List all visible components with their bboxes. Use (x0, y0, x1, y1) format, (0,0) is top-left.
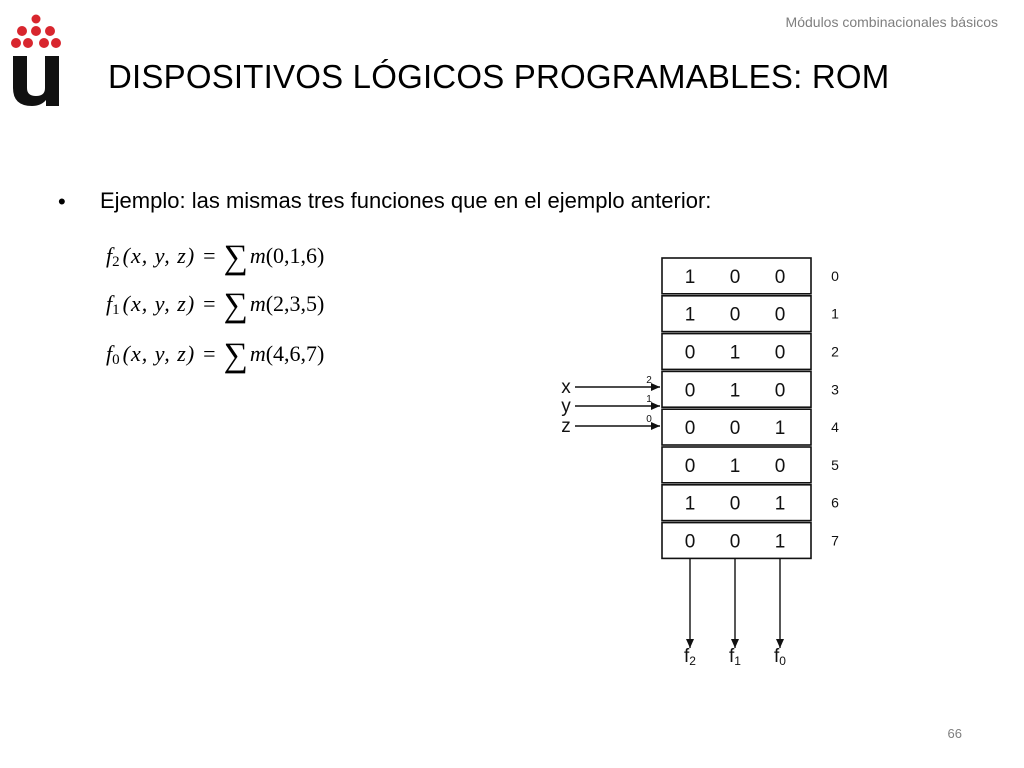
output-label: f1 (729, 646, 741, 668)
rom-bit: 0 (774, 266, 786, 288)
rom-address-label: 3 (831, 381, 839, 398)
formula-args: (x, y, z) (122, 341, 196, 366)
formula-subscript: 1 (112, 301, 120, 318)
output-label: f2 (684, 646, 696, 668)
rom-bit: 0 (684, 531, 696, 553)
formula-subscript: 2 (112, 253, 120, 270)
formula-args: (x, y, z) (122, 291, 196, 316)
section-label: Módulos combinacionales básicos (785, 14, 998, 30)
input-label: y (561, 396, 571, 417)
input-bit-index: 0 (646, 414, 652, 425)
rom-bit: 0 (684, 418, 696, 440)
formula-m: m (249, 341, 266, 366)
formula-minterms: (4,6,7) (265, 341, 325, 366)
rom-bit: 1 (729, 455, 741, 477)
rom-bit: 0 (729, 418, 741, 440)
rom-bit: 0 (684, 455, 696, 477)
rom-bit: 1 (684, 493, 696, 515)
rom-bit: 0 (684, 342, 696, 364)
rom-address-label: 2 (831, 343, 839, 360)
slide-title: DISPOSITIVOS LÓGICOS PROGRAMABLES: ROM (108, 58, 890, 95)
bullet-marker: • (58, 189, 66, 214)
rom-bit: 1 (774, 493, 786, 515)
rom-bit: 1 (684, 304, 696, 326)
rom-bit: 1 (684, 266, 696, 288)
formula-m: m (249, 243, 266, 268)
rom-bit: 0 (774, 342, 786, 364)
rom-bit: 0 (774, 380, 786, 402)
rom-bit: 1 (729, 380, 741, 402)
formula-minterms: (2,3,5) (265, 291, 325, 316)
rom-bit: 0 (729, 304, 741, 326)
formula-function: f (106, 341, 113, 366)
sigma-icon: ∑ (223, 287, 248, 324)
formula-function: f (106, 243, 113, 268)
rom-bit: 1 (774, 531, 786, 553)
sigma-icon: ∑ (223, 239, 248, 276)
rom-bit: 1 (729, 342, 741, 364)
rom-bit: 0 (684, 380, 696, 402)
sigma-icon: ∑ (223, 337, 248, 374)
formula-subscript: 0 (112, 351, 120, 368)
formula-equals: = (203, 341, 216, 366)
page-number: 66 (947, 726, 962, 741)
rom-bit: 0 (729, 531, 741, 553)
rom-bit: 0 (729, 266, 741, 288)
formula-equals: = (203, 243, 216, 268)
bullet-text: Ejemplo: las mismas tres funciones que en el ejemplo anterior: (100, 188, 712, 213)
formula-args: (x, y, z) (122, 243, 196, 268)
formula-function: f (106, 291, 113, 316)
rom-bit: 0 (729, 493, 741, 515)
rom-bit: 0 (774, 455, 786, 477)
rom-address-label: 6 (831, 494, 839, 511)
input-bit-index: 1 (646, 394, 652, 405)
formula-m: m (249, 291, 266, 316)
rom-address-label: 0 (831, 267, 839, 284)
output-label: f0 (774, 646, 786, 668)
input-bit-index: 2 (646, 375, 652, 386)
rom-address-label: 1 (831, 305, 839, 322)
rom-address-label: 5 (831, 456, 839, 473)
rom-bit: 0 (774, 304, 786, 326)
input-label: z (561, 416, 571, 437)
rom-address-label: 4 (831, 419, 839, 436)
formula-minterms: (0,1,6) (265, 243, 325, 268)
rom-bit: 1 (774, 418, 786, 440)
rom-address-label: 7 (831, 532, 839, 549)
formula-equals: = (203, 291, 216, 316)
input-label: x (561, 377, 571, 398)
